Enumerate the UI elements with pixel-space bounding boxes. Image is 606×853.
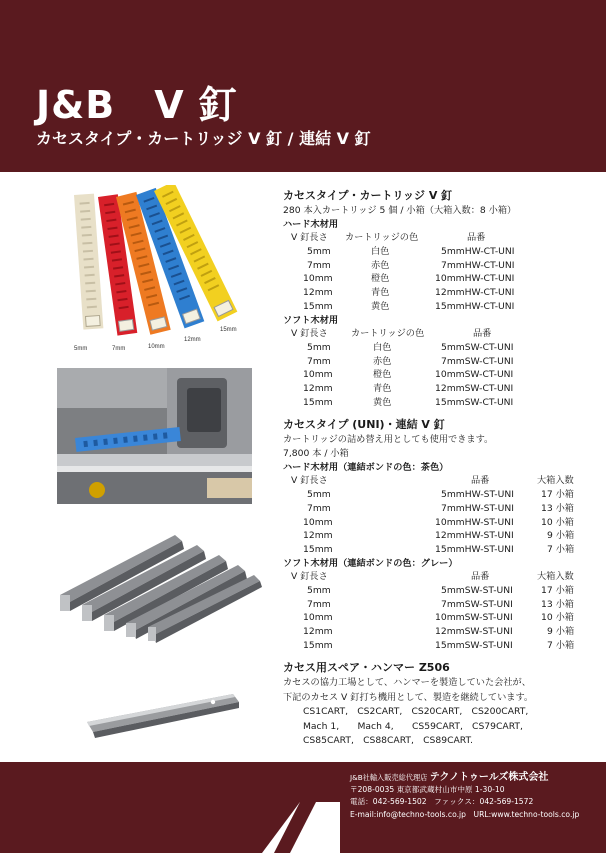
table-header: V 釘長さ 品番 大箱入数	[291, 571, 574, 583]
compatible-models: Mach 1, Mach 4, CS59CART, CS79CART,	[303, 720, 523, 732]
cartridge-label-3: 10mm	[148, 344, 165, 350]
table-header: V 釘長さ カートリッジの色 品番	[291, 328, 492, 340]
tool-loading-photo	[57, 368, 252, 504]
table-row: 5mm 5mmHW-ST-UNI 17 小箱	[307, 489, 574, 501]
footer-decoration	[0, 762, 340, 853]
phone-fax: 電話：042-569-1502 ファックス：042-569-1572	[350, 797, 534, 807]
header-banner	[0, 0, 606, 172]
soft-wood-title: ソフト木材用	[283, 314, 339, 326]
table-row: 15mm 黄色 15mmHW-CT-UNI	[303, 300, 515, 312]
cartridges-photo	[60, 185, 250, 355]
strip-nails-photo	[40, 515, 265, 645]
table-row: 10mm 10mmSW-ST-UNI 10 小箱	[303, 612, 574, 624]
cartridge-label-2: 7mm	[112, 346, 126, 352]
section-hammer-title: カセス用スペア・ハンマー Z506	[283, 661, 450, 675]
table-header: V 釘長さ 品番 大箱入数	[291, 475, 574, 487]
soft-wood-title: ソフト木材用（連結ボンドの色：グレー）	[283, 557, 458, 569]
section-hammer-desc: カセスの協力工場として、ハンマーを製造していた会社が、	[283, 677, 531, 689]
table-row: 5mm 白色 5mmHW-CT-UNI	[307, 246, 515, 258]
footer	[0, 762, 606, 853]
page-title: J&B V 釘	[36, 83, 238, 127]
hard-wood-title: ハード木材用	[283, 218, 339, 230]
table-header: V 釘長さ カートリッジの色 品番	[291, 232, 486, 244]
product-content	[283, 188, 593, 749]
email-url: E-mail:info@techno-tools.co.jp URL:www.techno-tools.co.jp	[350, 809, 580, 819]
section-cartridge-desc: 280 本入カートリッジ 5 個 / 小箱（大箱入数：8 小箱）	[283, 205, 517, 216]
table-row: 10mm 橙色 10mmHW-CT-UNI	[303, 273, 515, 285]
cartridge-white	[74, 194, 103, 330]
section-cartridge-title: カセスタイプ・カートリッジ V 釘	[283, 189, 453, 202]
cartridge-label-1: 5mm	[74, 346, 88, 352]
compatible-models: CS85CART, CS88CART, CS89CART.	[303, 735, 473, 747]
table-row: 15mm 15mmHW-ST-UNI 7 小箱	[303, 543, 575, 555]
cartridge-label-5: 15mm	[220, 327, 237, 333]
hammer-photo	[83, 682, 243, 742]
table-row: 12mm 12mmSW-ST-UNI 9 小箱	[303, 626, 575, 638]
table-row: 7mm 赤色 7mmSW-CT-UNI	[307, 355, 514, 367]
table-row: 7mm 赤色 7mmHW-CT-UNI	[307, 259, 515, 271]
table-row: 15mm 15mmSW-ST-UNI 7 小箱	[303, 639, 575, 651]
section-hammer-desc: 下記のカセス V 釘打ち機用として、製造を継続しています。	[283, 691, 534, 703]
table-row: 12mm 青色 12mmSW-CT-UNI	[303, 382, 514, 394]
table-row: 15mm 黄色 15mmSW-CT-UNI	[303, 396, 514, 408]
table-row: 10mm 橙色 10mmSW-CT-UNI	[303, 369, 514, 381]
contact-info	[350, 772, 579, 821]
compatible-models: CS1CART, CS2CART, CS20CART, CS200CART,	[303, 706, 529, 718]
table-row: 5mm 白色 5mmSW-CT-UNI	[307, 341, 514, 353]
page-subtitle: カセスタイプ・カートリッジ V 釘 / 連結 V 釘	[36, 129, 371, 148]
table-row: 10mm 10mmHW-ST-UNI 10 小箱	[303, 516, 574, 528]
section-strip-desc: カートリッジの詰め替え用としても使用できます。	[283, 434, 494, 446]
cartridge-label-4: 12mm	[184, 337, 201, 343]
table-row: 12mm 12mmHW-ST-UNI 9 小箱	[303, 530, 575, 542]
table-row: 12mm 青色 12mmHW-CT-UNI	[303, 287, 515, 299]
table-row: 7mm 7mmSW-ST-UNI 13 小箱	[307, 598, 574, 610]
distributor-label: J&B社輸入販売総代理店	[350, 773, 428, 782]
section-strip-title: カセスタイプ (UNI)・連結 V 釘	[283, 418, 445, 432]
table-row: 7mm 7mmHW-ST-UNI 13 小箱	[307, 502, 574, 514]
hard-wood-title: ハード木材用（連結ボンドの色：茶色）	[283, 461, 449, 473]
table-row: 5mm 5mmSW-ST-UNI 17 小箱	[307, 584, 574, 596]
company-name: テクノトゥールズ株式会社	[429, 772, 549, 783]
address: 〒208-0035 東京都武蔵村山市中原 1-30-10	[350, 785, 505, 795]
section-strip-qty: 7,800 本 / 小箱	[283, 448, 349, 460]
